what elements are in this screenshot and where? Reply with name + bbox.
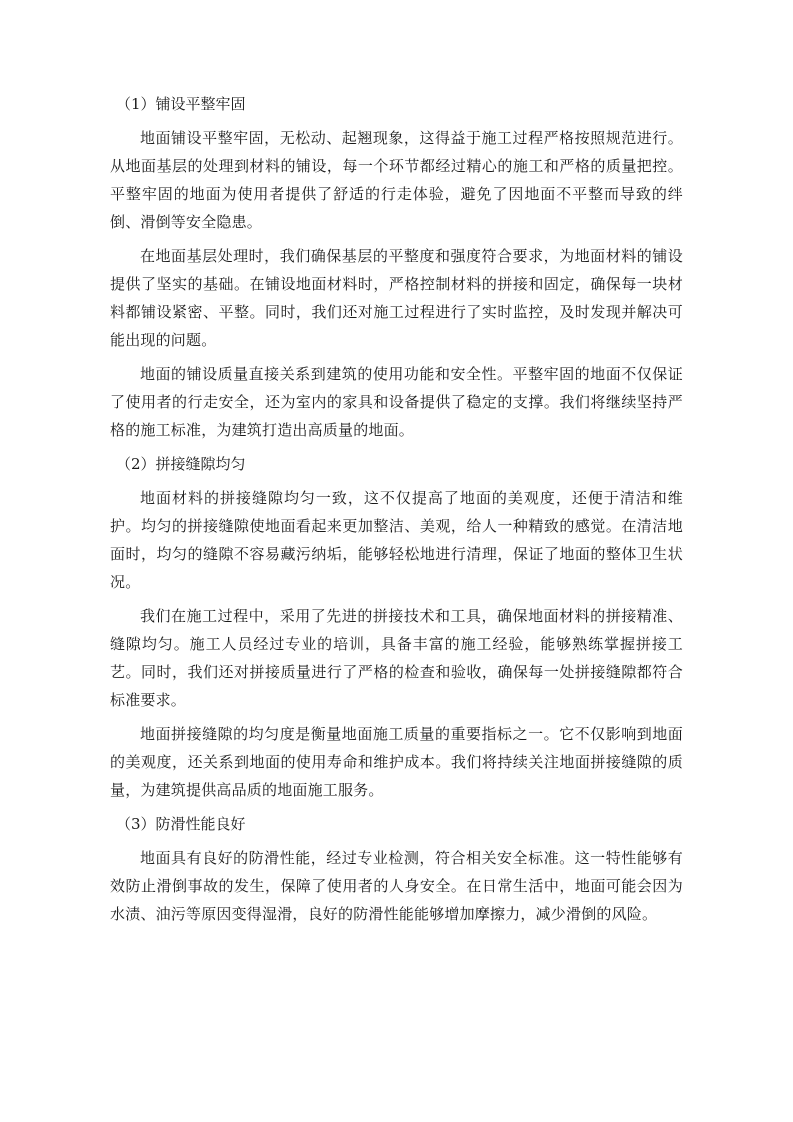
paragraph: 地面具有良好的防滑性能，经过专业检测，符合相关安全标准。这一特性能够有效防止滑倒事故的发生，保障了使用者的人身安全。在日常生活中，地面可能会因为水渍、油污等原因变得湿滑，良好的防滑性能能够增加摩擦力，减少滑倒的风险。 — [110, 849, 683, 923]
section-3 — [110, 810, 683, 928]
paragraph: 地面材料的拼接缝隙均匀一致，这不仅提高了地面的美观度，还便于清洁和维护。均匀的拼接缝隙使地面看起来更加整洁、美观，给人一种精致的感觉。在清洁地面时，均匀的缝隙不容易藏污纳垢，能够轻松地进行清理，保证了地面的整体卫生状况。 — [110, 489, 683, 591]
section-2 — [110, 450, 683, 804]
section-heading: （2）拼接缝隙均匀 — [116, 455, 246, 473]
section-heading: （3）防滑性能良好 — [116, 815, 246, 833]
section-heading: （1）铺设平整牢固 — [116, 95, 246, 113]
paragraph: 地面拼接缝隙的均匀度是衡量地面施工质量的重要指标之一。它不仅影响到地面的美观度，还关系到地面的使用寿命和维护成本。我们将持续关注地面拼接缝隙的质量，为建筑提供高品质的地面施工服务。 — [110, 725, 683, 799]
paragraph: 在地面基层处理时，我们确保基层的平整度和强度符合要求，为地面材料的铺设提供了坚实的基础。在铺设地面材料时，严格控制材料的拼接和固定，确保每一块材料都铺设紧密、平整。同时，我们还对施工过程进行了实时监控，及时发现并解决可能出现的问题。 — [110, 247, 683, 349]
section-1 — [110, 90, 683, 444]
paragraph: 地面铺设平整牢固，无松动、起翘现象，这得益于施工过程严格按照规范进行。从地面基层的处理到材料的铺设，每一个环节都经过精心的施工和严格的质量把控。平整牢固的地面为使用者提供了舒适的行走体验，避免了因地面不平整而导致的绊倒、滑倒等安全隐患。 — [110, 129, 683, 231]
paragraph: 我们在施工过程中，采用了先进的拼接技术和工具，确保地面材料的拼接精准、缝隙均匀。施工人员经过专业的培训，具备丰富的施工经验，能够熟练掌握拼接工艺。同时，我们还对拼接质量进行了严格的检查和验收，确保每一处拼接缝隙都符合标准要求。 — [110, 607, 683, 709]
paragraph: 地面的铺设质量直接关系到建筑的使用功能和安全性。平整牢固的地面不仅保证了使用者的行走安全，还为室内的家具和设备提供了稳定的支撑。我们将继续坚持严格的施工标准，为建筑打造出高质量的地面。 — [110, 365, 683, 439]
